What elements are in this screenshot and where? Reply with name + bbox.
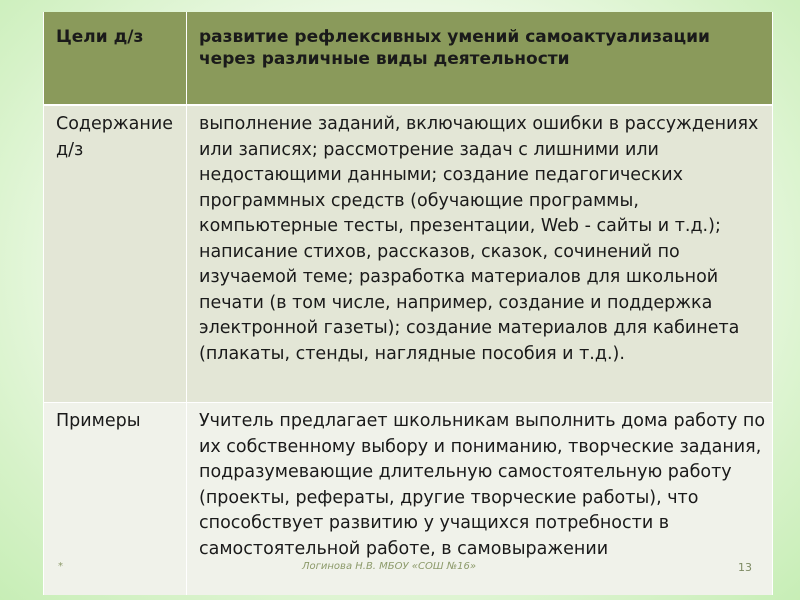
row-label: Содержание д/з	[56, 114, 173, 160]
table-row	[44, 105, 773, 403]
slide-number: 13	[738, 561, 752, 574]
row-content: выполнение заданий, включающих ошибки в рассуждениях или записях; рассмотрение задач с лишними или недостающими данными; создание педагогических программных средств (обучающие программы, компьютерные тесты, презентации, Web - сайты и т.д.); написание стихов, рассказов, сказок, сочинений по изучаемой теме; разработка материалов для школьной печати (в том числе, например, создание и поддержка электронной газеты); создание материалов для кабинета (плакаты, стенды, наглядные пособия и т.д.).	[199, 114, 759, 364]
row-content-cell	[187, 105, 773, 403]
row-label-cell	[44, 403, 187, 596]
row-label: Примеры	[56, 411, 141, 431]
row-label: Цели д/з	[56, 27, 144, 47]
footer-author: Логинова Н.В. МБОУ «СОШ №16»	[302, 561, 476, 572]
row-label-cell	[44, 105, 187, 403]
row-content-cell	[187, 403, 773, 596]
row-content-cell	[187, 12, 773, 105]
content-table	[43, 12, 773, 595]
table-row	[44, 12, 773, 105]
row-content: развитие рефлексивных умений самоактуализации через различные виды деятельности	[199, 27, 710, 69]
row-label-cell	[44, 12, 187, 105]
footer-date-placeholder: *	[58, 561, 63, 572]
row-content: Учитель предлагает школьникам выполнить дома работу по их собственному выбору и пониманию, творческие задания, подразумевающие длительную самостоятельную работу (проекты, рефераты, другие творческие работы), что способствует развитию у учащихся потребности в самостоятельной работе, в самовыражении	[199, 411, 766, 559]
